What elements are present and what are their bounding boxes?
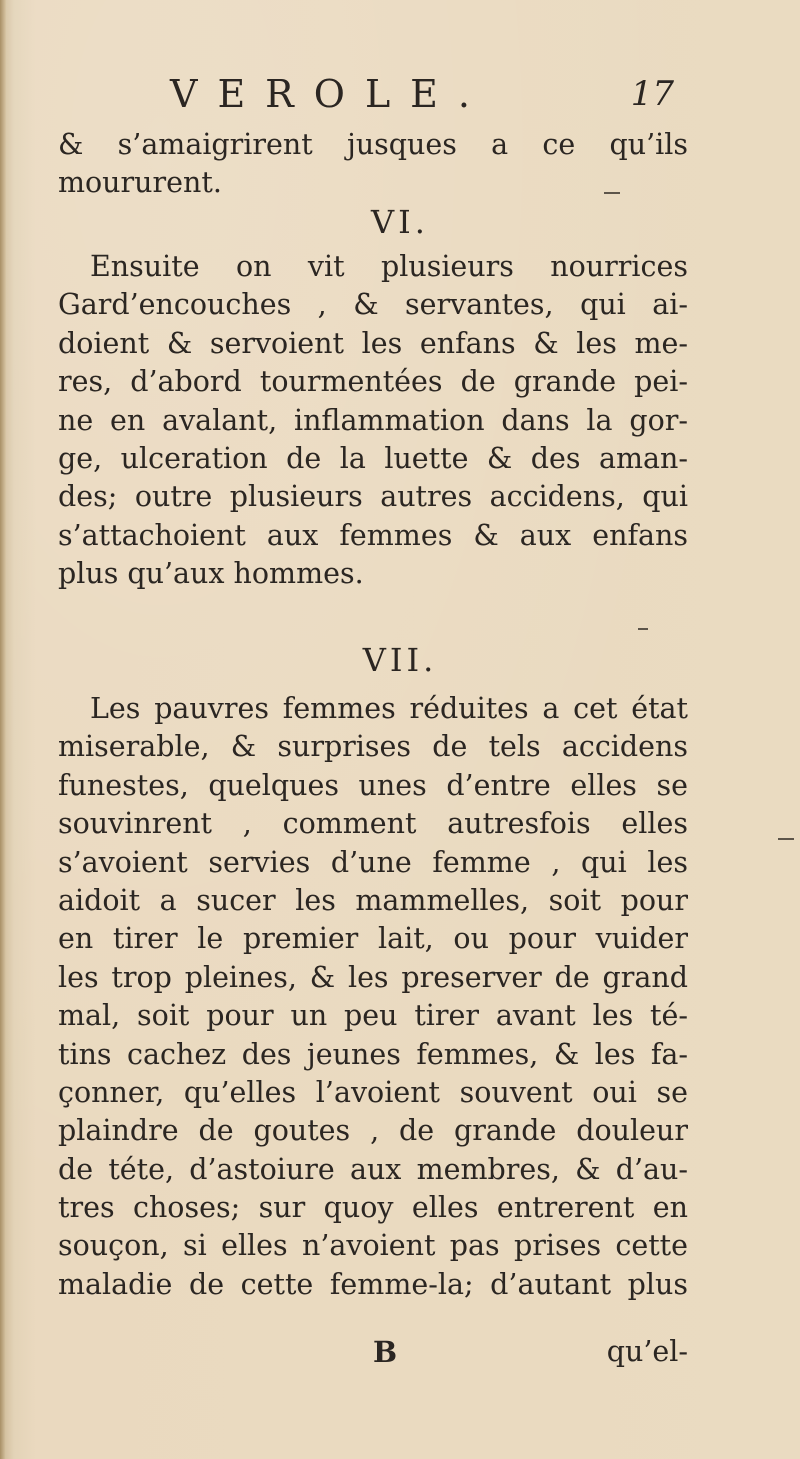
section-vi-paragraph — [58, 248, 688, 594]
page-footer — [58, 1332, 688, 1372]
stray-ink-mark — [778, 838, 794, 840]
text-line: souvinrent , comment autresfois elles — [58, 807, 688, 841]
text-line: miserable, & surprises de tels accidens — [58, 730, 688, 764]
text-line: en tirer le premier lait, ou pour vuider — [58, 922, 688, 956]
text-line: çonner, qu’elles l’avoient souvent oui se — [58, 1075, 688, 1109]
text-line: Gard’encouches , & servantes, qui ai- — [58, 288, 688, 322]
text-line: s’avoient servies d’une femme , qui les — [58, 845, 688, 879]
section-vii-paragraph — [58, 690, 688, 1304]
text-line: mal, soit pour un peu tirer avant les té- — [58, 999, 688, 1033]
section-heading-vii: VII. — [362, 641, 438, 679]
text-line: souçon, si elles n’avoient pas prises cette — [58, 1229, 688, 1263]
page-number: 17 — [630, 74, 674, 114]
text-line: res, d’abord tourmentées de grande pei- — [58, 365, 688, 399]
text-line: funestes, quelques unes d’entre elles se — [58, 768, 688, 802]
text-line: tres choses; sur quoy elles entrerent en — [58, 1191, 688, 1225]
text-line: & s’amaigrirent jusques a ce qu’ils — [58, 128, 688, 161]
running-head-title: VEROLE. — [170, 72, 490, 116]
stray-ink-mark — [638, 628, 648, 630]
text-line: ne en avalant, inflammation dans la gor- — [58, 403, 688, 437]
text-line: moururent. — [58, 166, 222, 200]
paragraph-continuation — [58, 126, 688, 203]
text-line: de téte, d’astoiure aux membres, & d’au- — [58, 1152, 688, 1186]
text-line: s’attachoient aux femmes & aux enfans — [58, 518, 688, 552]
text-line: doient & servoient les enfans & les me- — [58, 326, 688, 360]
text-line: maladie de cette femme-la; d’autant plus — [58, 1267, 688, 1301]
text-line: les trop pleines, & les preserver de grand — [58, 960, 688, 994]
catchword: qu’el- — [606, 1335, 688, 1368]
text-line: tins cachez des jeunes femmes, & les fa- — [58, 1037, 688, 1071]
text-line: aidoit a sucer les mammelles, soit pour — [58, 883, 688, 917]
text-line: ge, ulceration de la luette & des aman- — [58, 441, 688, 475]
text-line: des; outre plusieurs autres accidens, qui — [58, 480, 688, 514]
stray-ink-mark — [604, 192, 620, 194]
text-line: plus qu’aux hommes. — [58, 557, 364, 591]
signature-mark: B — [373, 1335, 398, 1369]
text-line: plaindre de goutes , de grande douleur — [58, 1114, 688, 1148]
text-line: Les pauvres femmes réduites a cet état — [90, 692, 688, 725]
text-line: Ensuite on vit plusieurs nourrices — [90, 250, 688, 283]
section-heading-vi: VI. — [371, 203, 429, 241]
